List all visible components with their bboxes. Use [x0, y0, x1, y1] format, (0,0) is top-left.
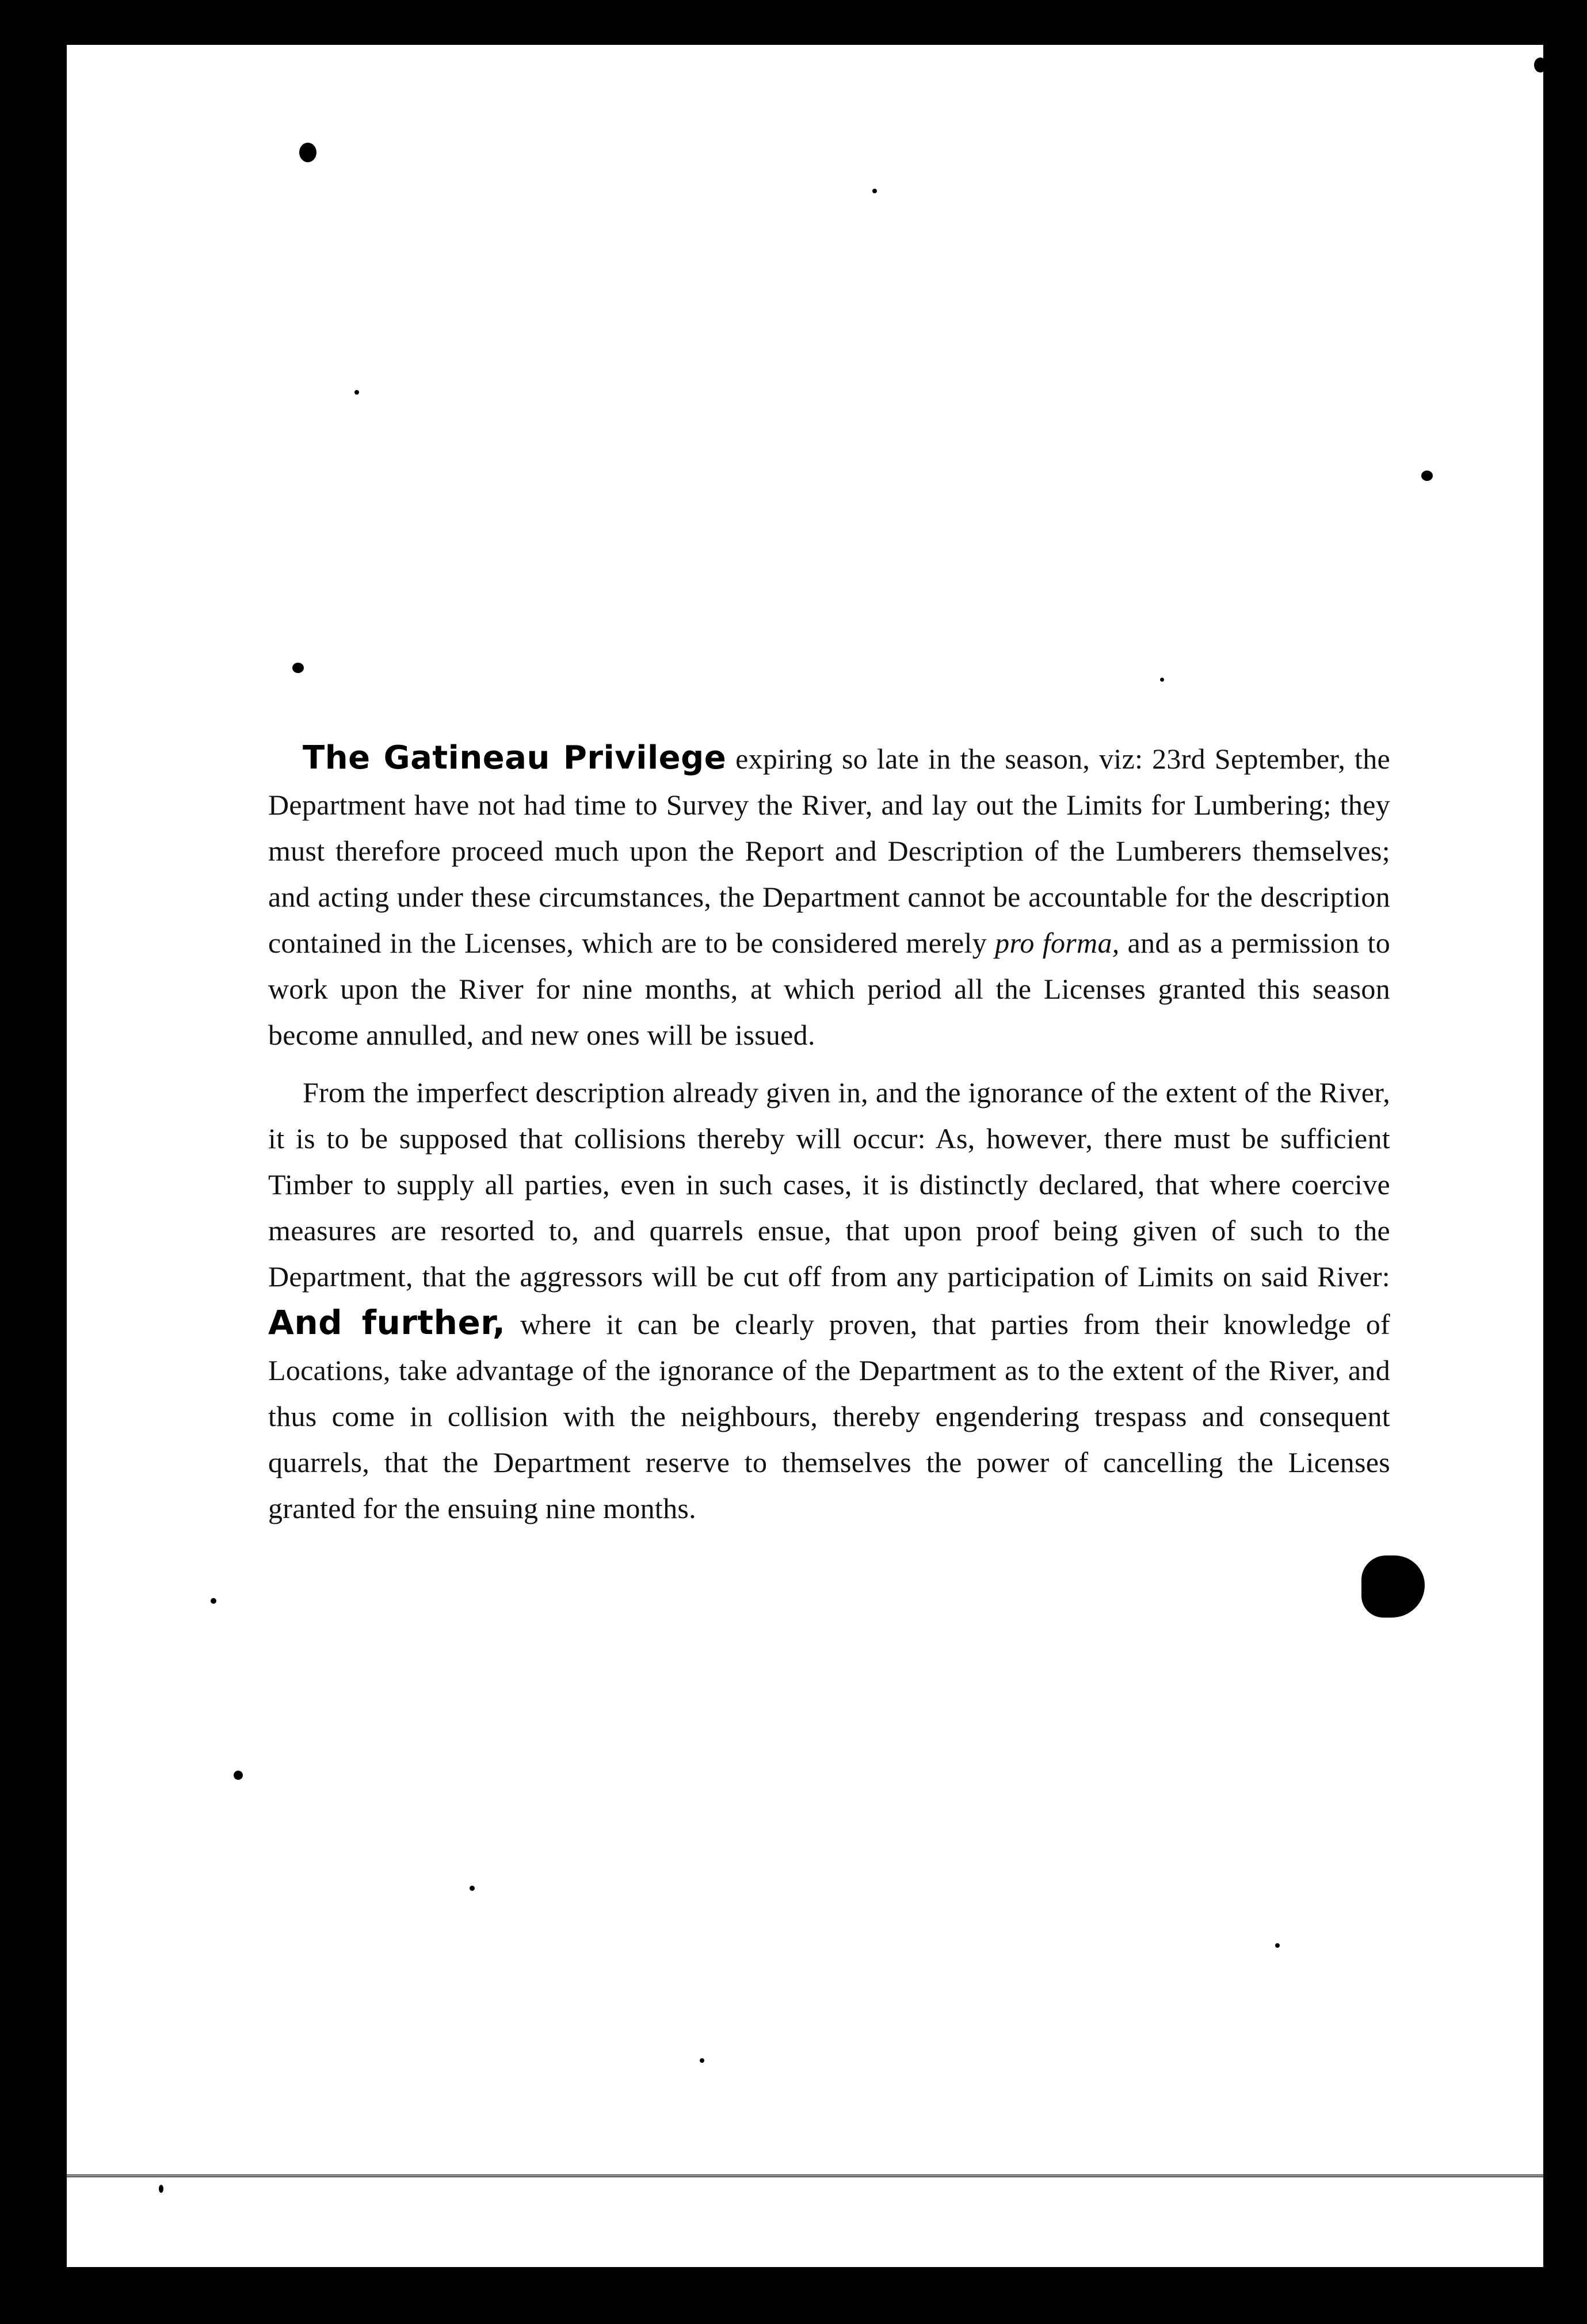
ink-speck [1534, 58, 1547, 72]
paragraph-text: expiring so late in the season, viz: 23rd September, the Department have not had time to Survey the River, and lay out the Limits for Lumbering; they must therefore proceed much upon the Report and Description of the Lumberers themselves; and acting under these circumstances, the Department cannot be accountable for the description contained in the Licenses, which are to be considered merely [268, 743, 1391, 959]
lead-heading: The Gatineau Privilege [303, 739, 727, 777]
ink-speck [292, 663, 304, 673]
ink-speck [872, 189, 877, 193]
paragraph-collisions [268, 1069, 1390, 1531]
notice-text [268, 735, 1390, 1543]
ink-stain [1361, 1555, 1425, 1618]
paragraph-text: From the imperfect description already given in, and the ignorance of the extent of the River, it is to be supposed that collisions thereby will occur: As, however, there must be sufficient Timber to supply all parties, even in such cases, it is distinctly declared, that where coercive measures are resorted to, and quarrels ensue, that upon proof being given of such to the Department, that the aggressors will be cut off from any participation of Limits on said River: [268, 1076, 1390, 1293]
paragraph-text: and as a permission to work upon the River for nine months, at which period all the Licenses granted this season become annulled, and new ones will be issued. [268, 927, 1390, 1051]
ink-speck [211, 1598, 216, 1604]
ink-speck [354, 390, 359, 395]
ink-speck [159, 2185, 163, 2193]
ink-speck [1275, 1943, 1280, 1948]
lead-further: And further, [268, 1303, 506, 1342]
paragraph-privilege [268, 735, 1390, 1058]
bottom-border-rule [67, 2174, 1543, 2177]
italic-phrase: pro forma, [995, 927, 1120, 959]
ink-speck [700, 2058, 704, 2063]
document-page [67, 45, 1543, 2267]
ink-speck [299, 143, 316, 162]
ink-speck [234, 1771, 243, 1780]
ink-speck [1160, 678, 1164, 682]
ink-speck [1421, 471, 1433, 481]
paragraph-text: where it can be clearly proven, that parties from their knowledge of Locations, take advantage of the ignorance of the Department as to the extent of the River, and thus come in collision with the neighbours, thereby engendering trespass and consequent quarrels, that the Department reserve to themselves the power of cancelling the Licenses granted for the ensuing nine months. [268, 1308, 1391, 1524]
ink-speck [470, 1886, 475, 1891]
